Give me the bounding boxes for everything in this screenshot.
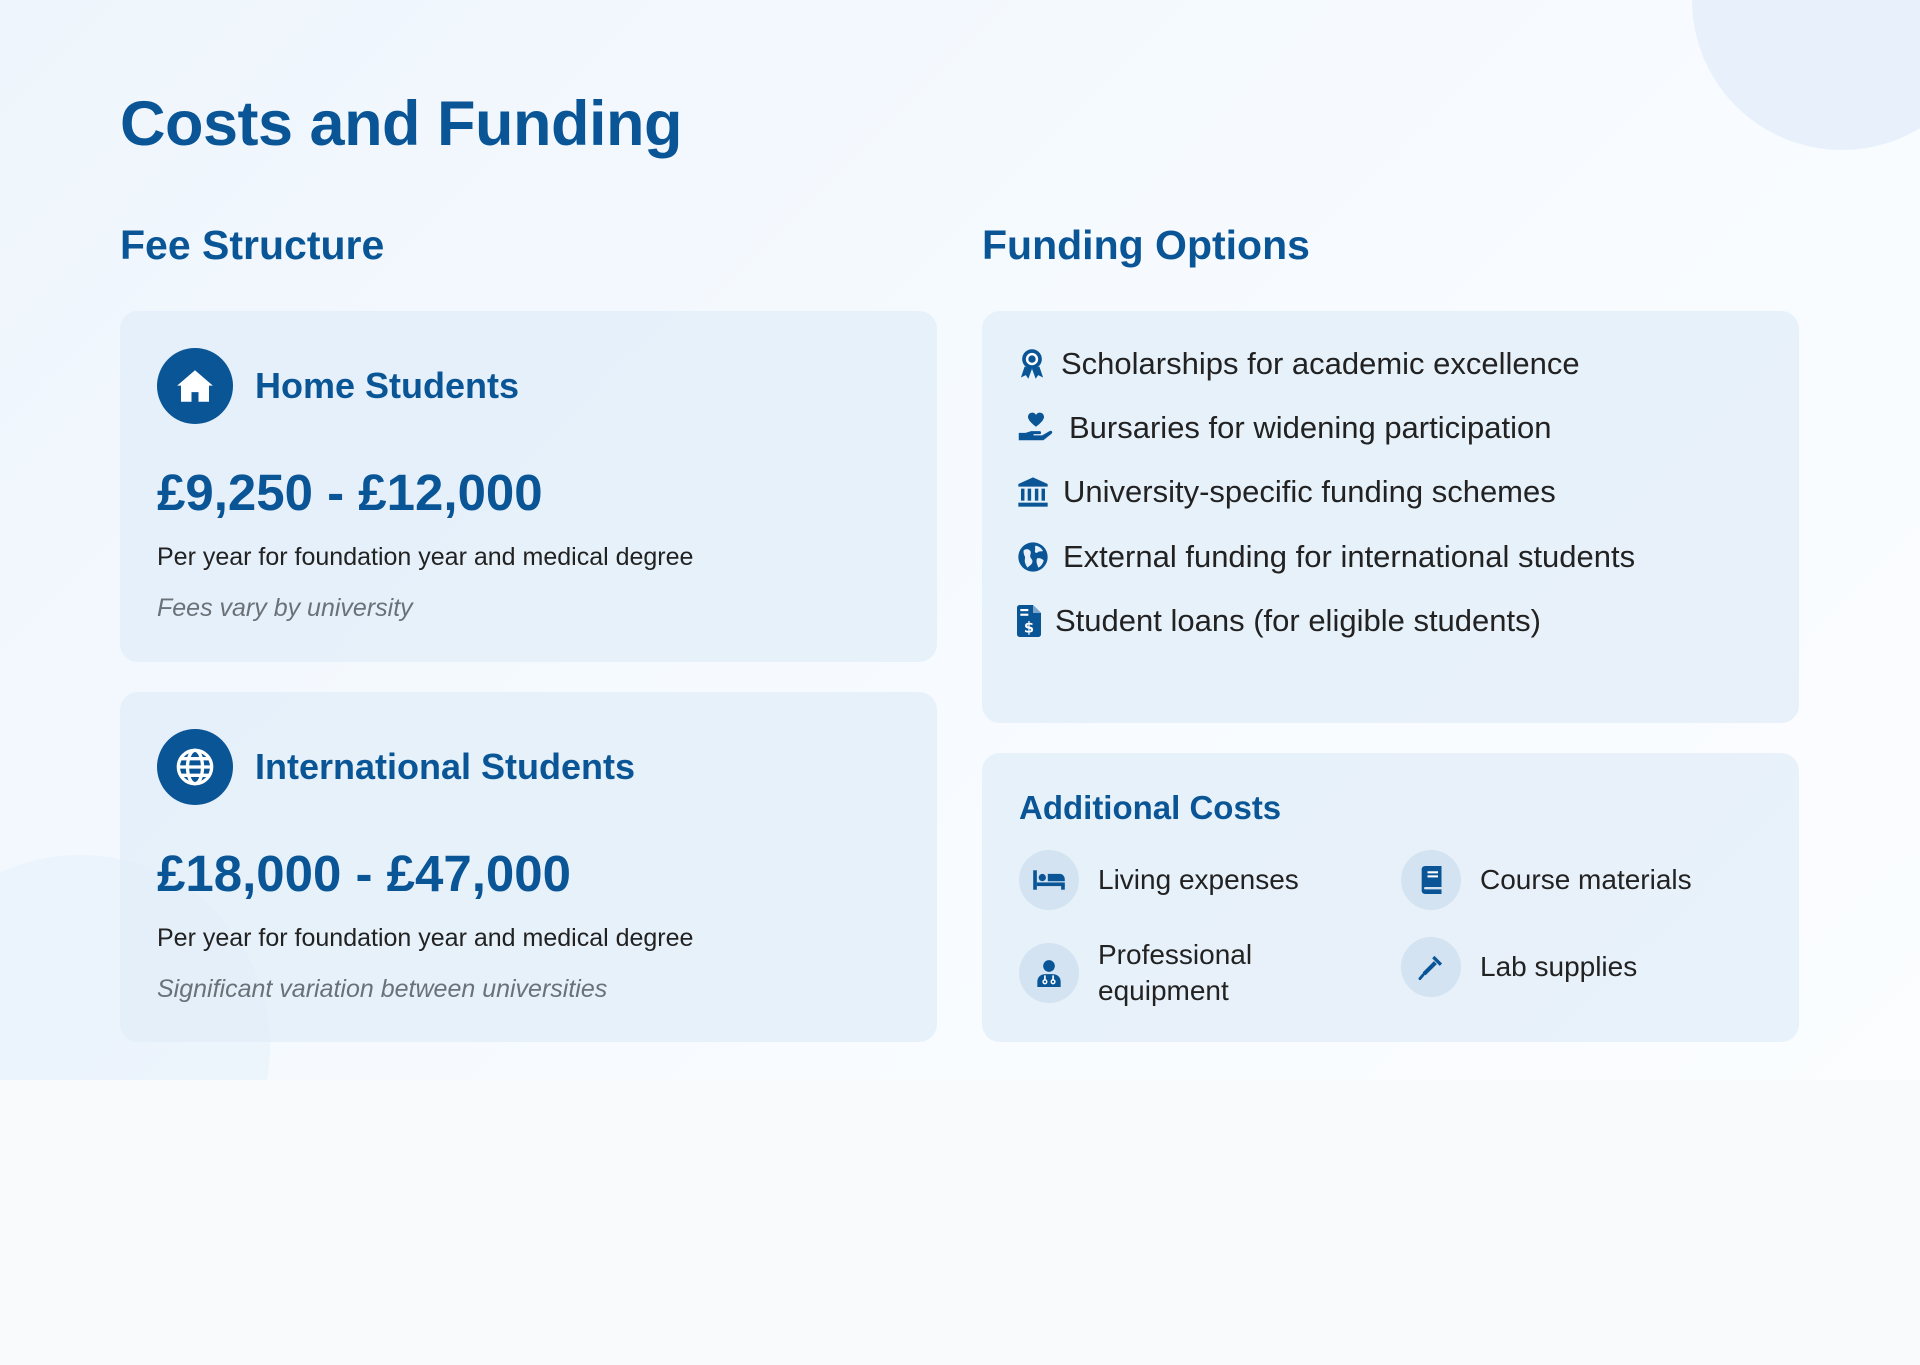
home-students-fee-note: Fees vary by university xyxy=(157,594,413,622)
user-doctor-icon xyxy=(1019,943,1079,1003)
additional-costs-heading: Additional Costs xyxy=(1019,789,1282,826)
home-students-header xyxy=(157,348,519,424)
bed-icon xyxy=(1019,850,1079,910)
home-students-label: Home Students xyxy=(255,365,520,406)
university-building-icon xyxy=(1017,476,1049,508)
funding-options-card xyxy=(982,311,1799,723)
additional-costs-card xyxy=(982,753,1799,1042)
additional-cost-label: Professional equipment xyxy=(1098,939,1253,1006)
additional-cost-label: Course materials xyxy=(1480,864,1692,895)
award-icon xyxy=(1017,348,1047,380)
additional-cost-item xyxy=(1019,850,1299,910)
globe-icon xyxy=(157,729,233,805)
page-title: Costs and Funding xyxy=(120,89,682,159)
additional-cost-item xyxy=(1401,850,1692,910)
hand-holding-heart-icon xyxy=(1017,412,1055,444)
international-students-fee-description: Per year for foundation year and medical degree xyxy=(157,924,694,952)
invoice-dollar-icon xyxy=(1017,605,1041,637)
funding-options-heading: Funding Options xyxy=(982,222,1310,268)
international-students-fee-note: Significant variation between universities xyxy=(157,975,608,1003)
additional-cost-label: Living expenses xyxy=(1098,864,1299,895)
international-students-label: International Students xyxy=(255,746,636,787)
funding-option-label: University-specific funding schemes xyxy=(1063,474,1556,509)
funding-option-item xyxy=(1017,603,1541,639)
funding-option-item xyxy=(1017,346,1580,382)
home-students-fee-description: Per year for foundation year and medical degree xyxy=(157,543,694,571)
home-students-fee-amount: £9,250 - £12,000 xyxy=(157,464,543,521)
book-icon xyxy=(1401,850,1461,910)
funding-option-item xyxy=(1017,410,1551,446)
funding-option-label: Scholarships for academic excellence xyxy=(1061,346,1580,381)
funding-option-label: External funding for international students xyxy=(1063,539,1636,574)
funding-option-label: Bursaries for widening participation xyxy=(1069,410,1552,445)
funding-option-item xyxy=(1017,539,1635,575)
international-students-card xyxy=(120,692,937,1042)
funding-option-item xyxy=(1017,474,1556,510)
funding-option-label: Student loans (for eligible students) xyxy=(1055,603,1541,638)
globe-americas-icon xyxy=(1017,541,1049,573)
international-students-header xyxy=(157,729,635,805)
fee-structure-heading: Fee Structure xyxy=(120,222,385,268)
decorative-circle-top-right xyxy=(1692,0,1920,150)
svg-text:$: $ xyxy=(1023,619,1035,637)
additional-cost-item xyxy=(1019,937,1298,1009)
home-students-card xyxy=(120,311,937,662)
additional-cost-label: Lab supplies xyxy=(1480,951,1638,982)
additional-cost-item xyxy=(1401,937,1637,997)
home-icon xyxy=(157,348,233,424)
pipette-icon xyxy=(1401,937,1461,997)
international-students-fee-amount: £18,000 - £47,000 xyxy=(157,845,572,902)
